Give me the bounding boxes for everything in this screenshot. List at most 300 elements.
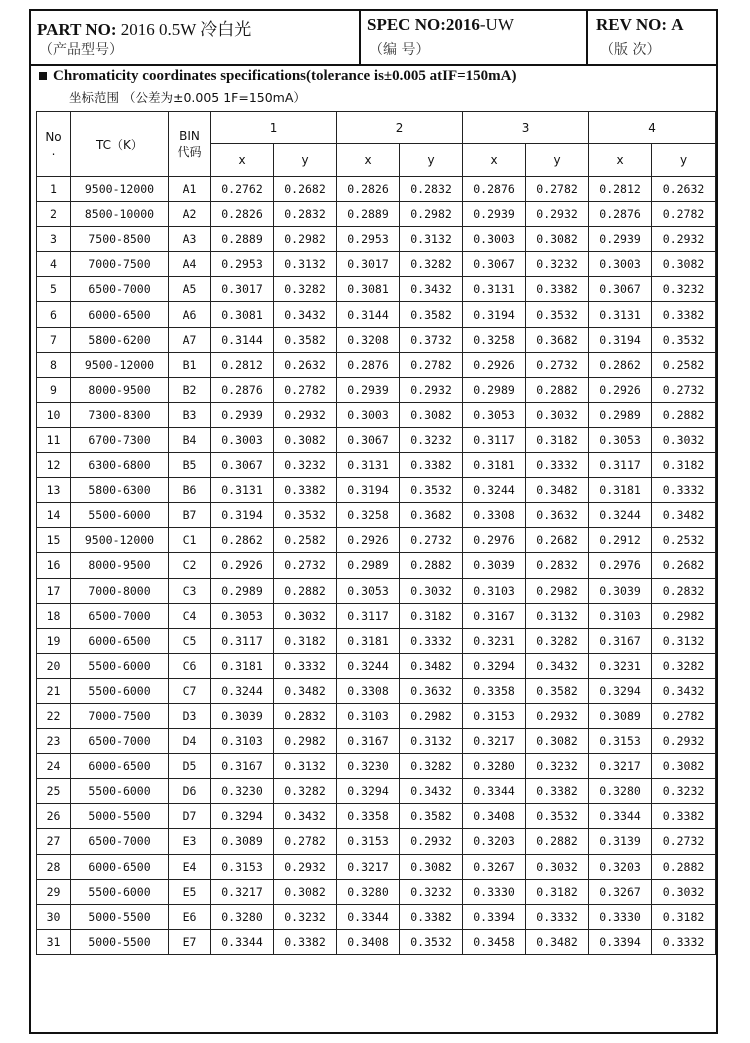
y-value-2: 0.2982 bbox=[400, 202, 463, 227]
x-value-3: 0.2926 bbox=[463, 352, 526, 377]
bin-code: E4 bbox=[169, 854, 211, 879]
y-value-4: 0.3132 bbox=[652, 628, 716, 653]
y-value-2: 0.3682 bbox=[400, 503, 463, 528]
bin-code: C6 bbox=[169, 653, 211, 678]
x-value-3: 0.3394 bbox=[463, 904, 526, 929]
y-value-4: 0.3332 bbox=[652, 929, 716, 954]
y-value-3: 0.3282 bbox=[526, 628, 589, 653]
row-number: 8 bbox=[37, 352, 71, 377]
y-value-4: 0.3332 bbox=[652, 478, 716, 503]
x-value-1: 0.2762 bbox=[211, 177, 274, 202]
y-value-1: 0.2832 bbox=[274, 202, 337, 227]
y-value-4: 0.2832 bbox=[652, 578, 716, 603]
y-value-4: 0.2682 bbox=[652, 553, 716, 578]
table-row bbox=[37, 829, 716, 854]
x-value-3: 0.3153 bbox=[463, 703, 526, 728]
x-value-4: 0.3330 bbox=[589, 904, 652, 929]
bin-code: D3 bbox=[169, 703, 211, 728]
x-value-3: 0.2876 bbox=[463, 177, 526, 202]
x-value-2: 0.3117 bbox=[337, 603, 400, 628]
tc-range: 5500-6000 bbox=[71, 503, 169, 528]
x-value-3: 0.3458 bbox=[463, 929, 526, 954]
y-value-4: 0.3382 bbox=[652, 804, 716, 829]
spec-label: SPEC NO: bbox=[367, 15, 446, 34]
x-value-1: 0.3144 bbox=[211, 327, 274, 352]
x-value-4: 0.2862 bbox=[589, 352, 652, 377]
y-value-2: 0.3082 bbox=[400, 854, 463, 879]
y-value-2: 0.3132 bbox=[400, 227, 463, 252]
x-value-1: 0.3167 bbox=[211, 754, 274, 779]
row-number: 10 bbox=[37, 402, 71, 427]
part-label: PART NO: bbox=[37, 20, 117, 39]
bin-code: D7 bbox=[169, 804, 211, 829]
x-value-4: 0.3067 bbox=[589, 277, 652, 302]
x-value-3: 0.3408 bbox=[463, 804, 526, 829]
x-value-2: 0.3017 bbox=[337, 252, 400, 277]
row-number: 5 bbox=[37, 277, 71, 302]
tc-range: 9500-12000 bbox=[71, 352, 169, 377]
x-value-1: 0.2989 bbox=[211, 578, 274, 603]
y-value-1: 0.2782 bbox=[274, 829, 337, 854]
bin-code: C4 bbox=[169, 603, 211, 628]
y-value-4: 0.2782 bbox=[652, 703, 716, 728]
y-value-4: 0.2982 bbox=[652, 603, 716, 628]
y-value-2: 0.3082 bbox=[400, 402, 463, 427]
x-value-2: 0.3280 bbox=[337, 879, 400, 904]
row-number: 6 bbox=[37, 302, 71, 327]
tc-range: 7000-7500 bbox=[71, 252, 169, 277]
y-value-1: 0.3232 bbox=[274, 453, 337, 478]
tc-range: 7500-8500 bbox=[71, 227, 169, 252]
x-value-3: 0.2976 bbox=[463, 528, 526, 553]
tc-range: 6700-7300 bbox=[71, 427, 169, 452]
bin-code: A4 bbox=[169, 252, 211, 277]
table-body bbox=[37, 177, 716, 955]
y-value-3: 0.2682 bbox=[526, 528, 589, 553]
y-value-1: 0.3432 bbox=[274, 302, 337, 327]
bin-code: E3 bbox=[169, 829, 211, 854]
y-value-3: 0.3332 bbox=[526, 453, 589, 478]
y-value-2: 0.3632 bbox=[400, 678, 463, 703]
table-row bbox=[37, 177, 716, 202]
x-value-2: 0.3217 bbox=[337, 854, 400, 879]
row-number: 29 bbox=[37, 879, 71, 904]
y-value-1: 0.3282 bbox=[274, 277, 337, 302]
x-value-2: 0.2826 bbox=[337, 177, 400, 202]
x-value-3: 0.2939 bbox=[463, 202, 526, 227]
y-value-4: 0.3182 bbox=[652, 453, 716, 478]
y-value-2: 0.3382 bbox=[400, 904, 463, 929]
title-block bbox=[31, 11, 716, 66]
y-value-4: 0.2732 bbox=[652, 829, 716, 854]
bin-code: C1 bbox=[169, 528, 211, 553]
y-value-4: 0.3182 bbox=[652, 904, 716, 929]
table-row bbox=[37, 202, 716, 227]
x-value-2: 0.3053 bbox=[337, 578, 400, 603]
row-number: 18 bbox=[37, 603, 71, 628]
x-value-2: 0.3258 bbox=[337, 503, 400, 528]
row-number: 9 bbox=[37, 377, 71, 402]
x-value-4: 0.3217 bbox=[589, 754, 652, 779]
y-value-4: 0.2932 bbox=[652, 227, 716, 252]
spec-sub: （编 号） bbox=[369, 42, 430, 58]
y-value-2: 0.3432 bbox=[400, 277, 463, 302]
y-value-3: 0.3432 bbox=[526, 653, 589, 678]
bin-code: A3 bbox=[169, 227, 211, 252]
table-row bbox=[37, 503, 716, 528]
x-value-3: 0.3039 bbox=[463, 553, 526, 578]
tc-range: 6500-7000 bbox=[71, 603, 169, 628]
y-value-4: 0.2632 bbox=[652, 177, 716, 202]
x-value-4: 0.3231 bbox=[589, 653, 652, 678]
row-number: 27 bbox=[37, 829, 71, 854]
x-value-3: 0.3217 bbox=[463, 729, 526, 754]
x-value-1: 0.3230 bbox=[211, 779, 274, 804]
rev-sub: （版 次） bbox=[600, 42, 661, 58]
x-value-2: 0.3294 bbox=[337, 779, 400, 804]
x-value-3: 0.3181 bbox=[463, 453, 526, 478]
row-number: 15 bbox=[37, 528, 71, 553]
y-value-4: 0.3082 bbox=[652, 754, 716, 779]
tc-range: 5800-6200 bbox=[71, 327, 169, 352]
col-tc-header: TC（K） bbox=[71, 112, 169, 177]
x-value-4: 0.3181 bbox=[589, 478, 652, 503]
x-value-2: 0.3181 bbox=[337, 628, 400, 653]
x-value-4: 0.3089 bbox=[589, 703, 652, 728]
x-value-4: 0.3053 bbox=[589, 427, 652, 452]
y-value-4: 0.3032 bbox=[652, 427, 716, 452]
x-value-3: 0.3280 bbox=[463, 754, 526, 779]
y-value-2: 0.2932 bbox=[400, 377, 463, 402]
row-number: 30 bbox=[37, 904, 71, 929]
x-value-4: 0.3153 bbox=[589, 729, 652, 754]
bin-code: E5 bbox=[169, 879, 211, 904]
y-value-2: 0.3432 bbox=[400, 779, 463, 804]
x-value-2: 0.3344 bbox=[337, 904, 400, 929]
x-value-4: 0.3117 bbox=[589, 453, 652, 478]
y-value-3: 0.2732 bbox=[526, 352, 589, 377]
y-value-4: 0.3532 bbox=[652, 327, 716, 352]
y-value-2: 0.2982 bbox=[400, 703, 463, 728]
table-row bbox=[37, 377, 716, 402]
y-value-4: 0.2882 bbox=[652, 854, 716, 879]
x-value-3: 0.3267 bbox=[463, 854, 526, 879]
y-value-4: 0.3382 bbox=[652, 302, 716, 327]
part-value: 2016 0.5W 冷白光 bbox=[120, 20, 252, 39]
x-value-1: 0.2939 bbox=[211, 402, 274, 427]
table-row bbox=[37, 854, 716, 879]
tc-range: 6000-6500 bbox=[71, 854, 169, 879]
y-value-4: 0.3482 bbox=[652, 503, 716, 528]
y-value-2: 0.3482 bbox=[400, 653, 463, 678]
row-number: 26 bbox=[37, 804, 71, 829]
row-number: 11 bbox=[37, 427, 71, 452]
y-value-1: 0.3382 bbox=[274, 929, 337, 954]
row-number: 23 bbox=[37, 729, 71, 754]
table-row bbox=[37, 302, 716, 327]
x-value-4: 0.3294 bbox=[589, 678, 652, 703]
y-value-4: 0.3232 bbox=[652, 277, 716, 302]
table-row bbox=[37, 453, 716, 478]
table-row bbox=[37, 754, 716, 779]
y-value-1: 0.3382 bbox=[274, 478, 337, 503]
x-value-1: 0.3344 bbox=[211, 929, 274, 954]
row-number: 17 bbox=[37, 578, 71, 603]
y-value-2: 0.3132 bbox=[400, 729, 463, 754]
tc-range: 9500-12000 bbox=[71, 177, 169, 202]
bin-code: A7 bbox=[169, 327, 211, 352]
section-title: Chromaticity coordinates specifications(tolerance is±0.005 atIF=150mA) bbox=[53, 68, 517, 84]
x-value-3: 0.3244 bbox=[463, 478, 526, 503]
row-number: 3 bbox=[37, 227, 71, 252]
x-value-1: 0.3053 bbox=[211, 603, 274, 628]
y-value-3: 0.2832 bbox=[526, 553, 589, 578]
x-value-2: 0.3408 bbox=[337, 929, 400, 954]
x-value-4: 0.3203 bbox=[589, 854, 652, 879]
y-value-1: 0.2782 bbox=[274, 377, 337, 402]
x-value-3: 0.3344 bbox=[463, 779, 526, 804]
x-value-4: 0.3194 bbox=[589, 327, 652, 352]
table-row bbox=[37, 427, 716, 452]
bin-code: E7 bbox=[169, 929, 211, 954]
x-value-1: 0.2926 bbox=[211, 553, 274, 578]
row-number: 24 bbox=[37, 754, 71, 779]
x-value-4: 0.3394 bbox=[589, 929, 652, 954]
bullet-square-icon bbox=[39, 72, 47, 80]
y-value-2: 0.3582 bbox=[400, 804, 463, 829]
x-value-1: 0.3244 bbox=[211, 678, 274, 703]
row-number: 25 bbox=[37, 779, 71, 804]
x-value-3: 0.2989 bbox=[463, 377, 526, 402]
y-value-3: 0.2982 bbox=[526, 578, 589, 603]
tc-range: 5500-6000 bbox=[71, 678, 169, 703]
y-value-1: 0.2632 bbox=[274, 352, 337, 377]
y-value-2: 0.2882 bbox=[400, 553, 463, 578]
x-value-3: 0.3067 bbox=[463, 252, 526, 277]
y-value-3: 0.3032 bbox=[526, 854, 589, 879]
x-value-1: 0.2876 bbox=[211, 377, 274, 402]
y-value-1: 0.2982 bbox=[274, 729, 337, 754]
table-row bbox=[37, 628, 716, 653]
x-value-3: 0.3003 bbox=[463, 227, 526, 252]
x-value-4: 0.2912 bbox=[589, 528, 652, 553]
x-value-1: 0.3294 bbox=[211, 804, 274, 829]
y-value-4: 0.3082 bbox=[652, 252, 716, 277]
y-value-3: 0.2882 bbox=[526, 829, 589, 854]
tc-range: 7000-8000 bbox=[71, 578, 169, 603]
tc-range: 8000-9500 bbox=[71, 553, 169, 578]
row-number: 28 bbox=[37, 854, 71, 879]
y-header: y bbox=[400, 144, 463, 177]
y-value-2: 0.3582 bbox=[400, 302, 463, 327]
y-value-4: 0.2732 bbox=[652, 377, 716, 402]
y-value-1: 0.3232 bbox=[274, 904, 337, 929]
rev-value: A bbox=[671, 15, 684, 34]
y-value-1: 0.2932 bbox=[274, 854, 337, 879]
row-number: 12 bbox=[37, 453, 71, 478]
row-number: 31 bbox=[37, 929, 71, 954]
tc-range: 5000-5500 bbox=[71, 929, 169, 954]
y-value-1: 0.3332 bbox=[274, 653, 337, 678]
y-value-1: 0.2882 bbox=[274, 578, 337, 603]
tc-range: 6000-6500 bbox=[71, 754, 169, 779]
x-header: x bbox=[211, 144, 274, 177]
table-row bbox=[37, 678, 716, 703]
tc-range: 6500-7000 bbox=[71, 277, 169, 302]
bin-code: B3 bbox=[169, 402, 211, 427]
y-value-1: 0.3482 bbox=[274, 678, 337, 703]
x-value-4: 0.2976 bbox=[589, 553, 652, 578]
part-number-cell bbox=[31, 11, 361, 64]
spec-number-cell bbox=[361, 11, 588, 64]
row-number: 20 bbox=[37, 653, 71, 678]
x-value-4: 0.2989 bbox=[589, 402, 652, 427]
table-row bbox=[37, 528, 716, 553]
revision-cell bbox=[588, 11, 716, 64]
x-value-4: 0.3167 bbox=[589, 628, 652, 653]
y-value-1: 0.3432 bbox=[274, 804, 337, 829]
y-value-3: 0.3082 bbox=[526, 729, 589, 754]
x-value-3: 0.3131 bbox=[463, 277, 526, 302]
y-value-1: 0.3582 bbox=[274, 327, 337, 352]
header-row-groups bbox=[37, 112, 716, 144]
x-value-2: 0.3003 bbox=[337, 402, 400, 427]
x-value-4: 0.2812 bbox=[589, 177, 652, 202]
table-row bbox=[37, 578, 716, 603]
x-value-1: 0.3117 bbox=[211, 628, 274, 653]
x-value-1: 0.3153 bbox=[211, 854, 274, 879]
y-value-2: 0.3182 bbox=[400, 603, 463, 628]
x-value-4: 0.2876 bbox=[589, 202, 652, 227]
tc-range: 5500-6000 bbox=[71, 879, 169, 904]
y-value-2: 0.3282 bbox=[400, 252, 463, 277]
table-row bbox=[37, 277, 716, 302]
y-value-1: 0.3082 bbox=[274, 427, 337, 452]
x-value-3: 0.3308 bbox=[463, 503, 526, 528]
x-header: x bbox=[463, 144, 526, 177]
y-value-3: 0.2782 bbox=[526, 177, 589, 202]
x-value-2: 0.3358 bbox=[337, 804, 400, 829]
x-value-4: 0.3003 bbox=[589, 252, 652, 277]
group-3-header: 3 bbox=[463, 112, 589, 144]
tc-range: 8000-9500 bbox=[71, 377, 169, 402]
y-value-2: 0.3382 bbox=[400, 453, 463, 478]
bin-code: A6 bbox=[169, 302, 211, 327]
y-value-2: 0.3232 bbox=[400, 427, 463, 452]
bin-code: B7 bbox=[169, 503, 211, 528]
x-value-4: 0.3039 bbox=[589, 578, 652, 603]
row-number: 2 bbox=[37, 202, 71, 227]
chromaticity-table bbox=[36, 111, 716, 955]
table-row bbox=[37, 603, 716, 628]
x-value-2: 0.3067 bbox=[337, 427, 400, 452]
y-value-2: 0.2732 bbox=[400, 528, 463, 553]
tc-range: 7300-8300 bbox=[71, 402, 169, 427]
y-value-3: 0.3032 bbox=[526, 402, 589, 427]
x-value-3: 0.3167 bbox=[463, 603, 526, 628]
x-value-2: 0.3230 bbox=[337, 754, 400, 779]
bin-code: B5 bbox=[169, 453, 211, 478]
x-value-2: 0.2889 bbox=[337, 202, 400, 227]
x-value-2: 0.3131 bbox=[337, 453, 400, 478]
y-value-4: 0.3232 bbox=[652, 779, 716, 804]
row-number: 14 bbox=[37, 503, 71, 528]
y-value-1: 0.2682 bbox=[274, 177, 337, 202]
tc-range: 5800-6300 bbox=[71, 478, 169, 503]
y-value-3: 0.3582 bbox=[526, 678, 589, 703]
col-bin-header: BIN 代码 bbox=[169, 112, 211, 177]
y-value-2: 0.3282 bbox=[400, 754, 463, 779]
x-value-4: 0.3267 bbox=[589, 879, 652, 904]
row-number: 4 bbox=[37, 252, 71, 277]
y-value-1: 0.2932 bbox=[274, 402, 337, 427]
y-value-3: 0.2882 bbox=[526, 377, 589, 402]
x-value-4: 0.3344 bbox=[589, 804, 652, 829]
row-number: 13 bbox=[37, 478, 71, 503]
x-value-2: 0.3153 bbox=[337, 829, 400, 854]
bin-code: B6 bbox=[169, 478, 211, 503]
x-value-4: 0.3139 bbox=[589, 829, 652, 854]
bin-code: C2 bbox=[169, 553, 211, 578]
table-row bbox=[37, 904, 716, 929]
x-value-4: 0.3244 bbox=[589, 503, 652, 528]
y-value-2: 0.3232 bbox=[400, 879, 463, 904]
row-number: 22 bbox=[37, 703, 71, 728]
x-value-1: 0.3181 bbox=[211, 653, 274, 678]
bin-code: B1 bbox=[169, 352, 211, 377]
x-value-2: 0.3144 bbox=[337, 302, 400, 327]
row-number: 21 bbox=[37, 678, 71, 703]
table-row bbox=[37, 929, 716, 954]
x-value-2: 0.2989 bbox=[337, 553, 400, 578]
y-value-4: 0.3282 bbox=[652, 653, 716, 678]
table-row bbox=[37, 729, 716, 754]
y-value-2: 0.3532 bbox=[400, 929, 463, 954]
x-value-1: 0.3280 bbox=[211, 904, 274, 929]
x-value-2: 0.3167 bbox=[337, 729, 400, 754]
x-value-1: 0.3017 bbox=[211, 277, 274, 302]
bin-code: A5 bbox=[169, 277, 211, 302]
y-value-1: 0.2832 bbox=[274, 703, 337, 728]
x-value-1: 0.2862 bbox=[211, 528, 274, 553]
tc-range: 6300-6800 bbox=[71, 453, 169, 478]
tc-range: 9500-12000 bbox=[71, 528, 169, 553]
group-4-header: 4 bbox=[589, 112, 716, 144]
y-header: y bbox=[652, 144, 716, 177]
tc-range: 6000-6500 bbox=[71, 628, 169, 653]
x-value-3: 0.3258 bbox=[463, 327, 526, 352]
table-row bbox=[37, 879, 716, 904]
y-value-3: 0.3182 bbox=[526, 427, 589, 452]
y-value-4: 0.2882 bbox=[652, 402, 716, 427]
y-value-3: 0.3632 bbox=[526, 503, 589, 528]
x-value-2: 0.3081 bbox=[337, 277, 400, 302]
bin-code: A2 bbox=[169, 202, 211, 227]
y-value-3: 0.3332 bbox=[526, 904, 589, 929]
y-value-1: 0.3132 bbox=[274, 252, 337, 277]
tc-range: 5500-6000 bbox=[71, 779, 169, 804]
y-value-3: 0.3682 bbox=[526, 327, 589, 352]
y-value-2: 0.2782 bbox=[400, 352, 463, 377]
y-value-1: 0.3032 bbox=[274, 603, 337, 628]
y-value-1: 0.2582 bbox=[274, 528, 337, 553]
x-value-2: 0.2953 bbox=[337, 227, 400, 252]
table-row bbox=[37, 352, 716, 377]
table-row bbox=[37, 653, 716, 678]
x-value-4: 0.2939 bbox=[589, 227, 652, 252]
y-value-3: 0.3132 bbox=[526, 603, 589, 628]
y-value-1: 0.3132 bbox=[274, 754, 337, 779]
